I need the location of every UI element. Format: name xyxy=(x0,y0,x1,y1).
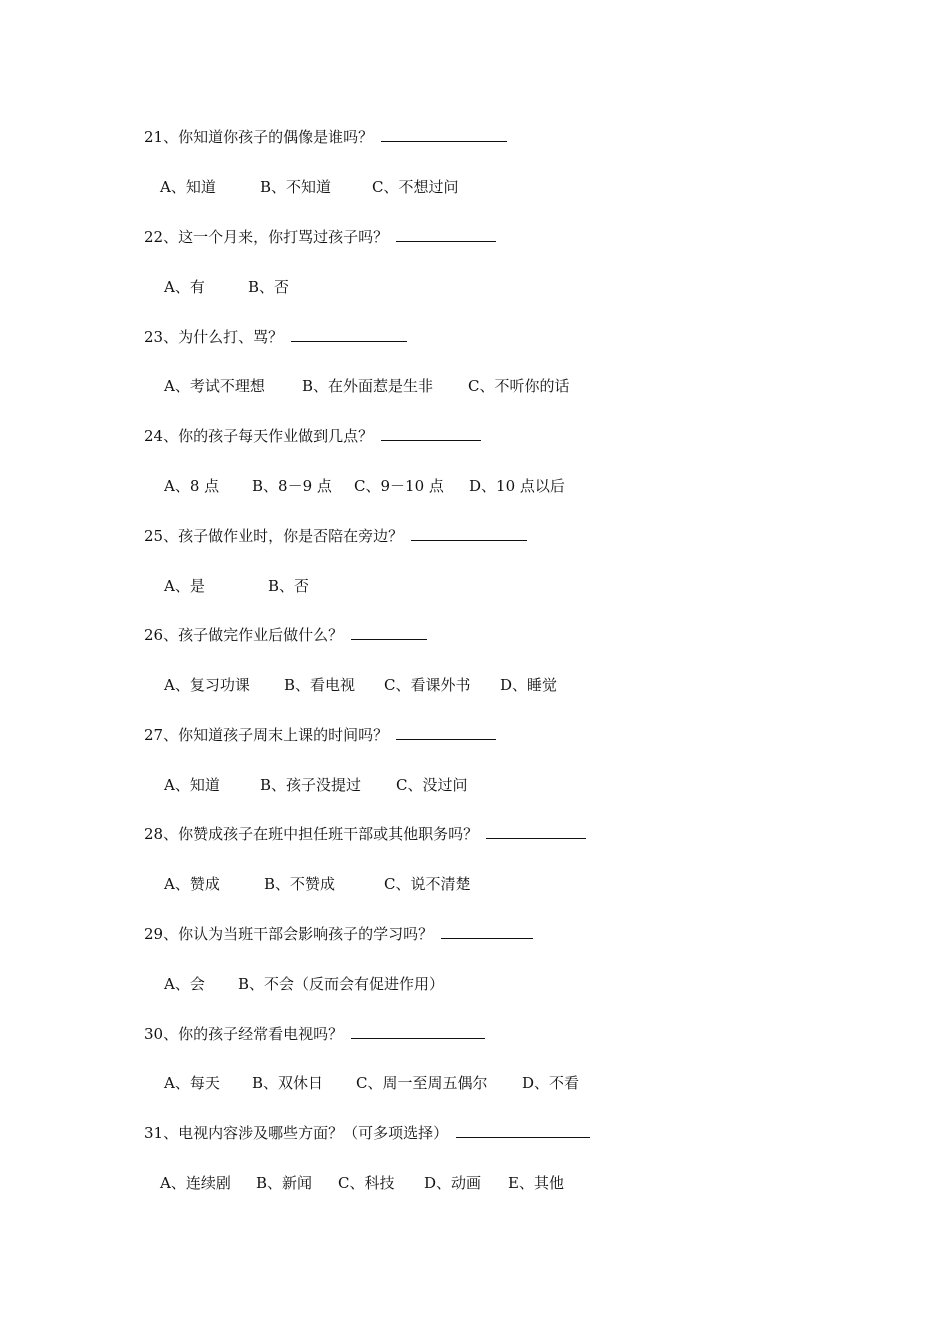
question-text: 23、为什么打、骂？ xyxy=(144,328,284,346)
answer-blank[interactable] xyxy=(411,526,527,541)
question-31 xyxy=(144,1123,590,1143)
question-text: 21、你知道你孩子的偶像是谁吗？ xyxy=(144,128,374,146)
option[interactable]: B、看电视 xyxy=(284,676,356,694)
question-25-options xyxy=(164,576,309,596)
question-29 xyxy=(144,924,533,944)
option[interactable]: A、8 点 xyxy=(164,477,220,495)
option[interactable]: B、孩子没提过 xyxy=(260,776,362,794)
option[interactable]: C、没过问 xyxy=(396,776,468,794)
answer-blank[interactable] xyxy=(351,625,427,640)
question-24-options xyxy=(164,476,565,496)
option[interactable]: B、不赞成 xyxy=(264,875,336,893)
answer-blank[interactable] xyxy=(291,327,407,342)
question-23-options xyxy=(164,376,569,396)
option[interactable]: C、科技 xyxy=(338,1174,395,1192)
question-28 xyxy=(144,824,586,844)
option[interactable]: B、否 xyxy=(248,278,290,296)
question-31-options xyxy=(160,1173,564,1193)
question-25 xyxy=(144,526,527,546)
question-22-options xyxy=(164,277,289,297)
question-26-options xyxy=(164,675,557,695)
answer-blank[interactable] xyxy=(351,1024,485,1039)
question-text: 28、你赞成孩子在班中担任班干部或其他职务吗？ xyxy=(144,825,479,843)
option[interactable]: A、有 xyxy=(164,278,205,296)
option[interactable]: A、知道 xyxy=(160,178,216,196)
option[interactable]: D、10 点以后 xyxy=(469,477,565,495)
option[interactable]: C、看课外书 xyxy=(384,676,471,694)
option[interactable]: A、是 xyxy=(164,577,205,595)
option[interactable]: C、不听你的话 xyxy=(468,377,570,395)
option[interactable]: B、在外面惹是生非 xyxy=(302,377,434,395)
answer-blank[interactable] xyxy=(396,227,496,242)
option[interactable]: A、每天 xyxy=(164,1074,220,1092)
question-text: 29、你认为当班干部会影响孩子的学习吗？ xyxy=(144,925,434,943)
answer-blank[interactable] xyxy=(441,924,533,939)
option[interactable]: C、不想过问 xyxy=(372,178,459,196)
answer-blank[interactable] xyxy=(486,824,586,839)
answer-blank[interactable] xyxy=(456,1123,590,1138)
question-27-options xyxy=(164,775,467,795)
question-21 xyxy=(144,127,507,147)
question-text: 24、你的孩子每天作业做到几点？ xyxy=(144,427,374,445)
question-28-options xyxy=(164,874,470,894)
option[interactable]: A、会 xyxy=(164,975,205,993)
option[interactable]: D、睡觉 xyxy=(500,676,558,694)
question-text: 26、孩子做完作业后做什么？ xyxy=(144,626,344,644)
question-text: 31、电视内容涉及哪些方面？（可多项选择） xyxy=(144,1124,449,1142)
answer-blank[interactable] xyxy=(381,127,507,142)
option[interactable]: B、不会（反而会有促进作用） xyxy=(238,975,445,993)
question-22 xyxy=(144,227,496,247)
option[interactable]: B、不知道 xyxy=(260,178,332,196)
question-29-options xyxy=(164,974,444,994)
option[interactable]: A、知道 xyxy=(164,776,220,794)
question-24 xyxy=(144,426,481,446)
question-text: 30、你的孩子经常看电视吗？ xyxy=(144,1025,344,1043)
option[interactable]: A、复习功课 xyxy=(164,676,250,694)
answer-blank[interactable] xyxy=(396,725,496,740)
option[interactable]: D、不看 xyxy=(522,1074,580,1092)
option[interactable]: B、8－9 点 xyxy=(252,477,332,495)
answer-blank[interactable] xyxy=(381,426,481,441)
option[interactable]: C、说不清楚 xyxy=(384,875,471,893)
option[interactable]: C、9－10 点 xyxy=(354,477,444,495)
option[interactable]: B、新闻 xyxy=(256,1174,313,1192)
option[interactable]: E、其他 xyxy=(508,1174,564,1192)
question-23 xyxy=(144,327,407,347)
option[interactable]: B、否 xyxy=(268,577,310,595)
option[interactable]: A、考试不理想 xyxy=(164,377,265,395)
question-21-options xyxy=(160,177,458,197)
question-text: 27、你知道孩子周末上课的时间吗？ xyxy=(144,726,389,744)
question-30 xyxy=(144,1024,485,1044)
question-27 xyxy=(144,725,496,745)
option[interactable]: A、赞成 xyxy=(164,875,220,893)
question-text: 25、孩子做作业时，你是否陪在旁边？ xyxy=(144,527,404,545)
option[interactable]: D、动画 xyxy=(424,1174,482,1192)
option[interactable]: C、周一至周五偶尔 xyxy=(356,1074,488,1092)
option[interactable]: A、连续剧 xyxy=(160,1174,231,1192)
question-text: 22、这一个月来，你打骂过孩子吗？ xyxy=(144,228,389,246)
option[interactable]: B、双休日 xyxy=(252,1074,324,1092)
question-26 xyxy=(144,625,427,645)
question-30-options xyxy=(164,1073,579,1093)
